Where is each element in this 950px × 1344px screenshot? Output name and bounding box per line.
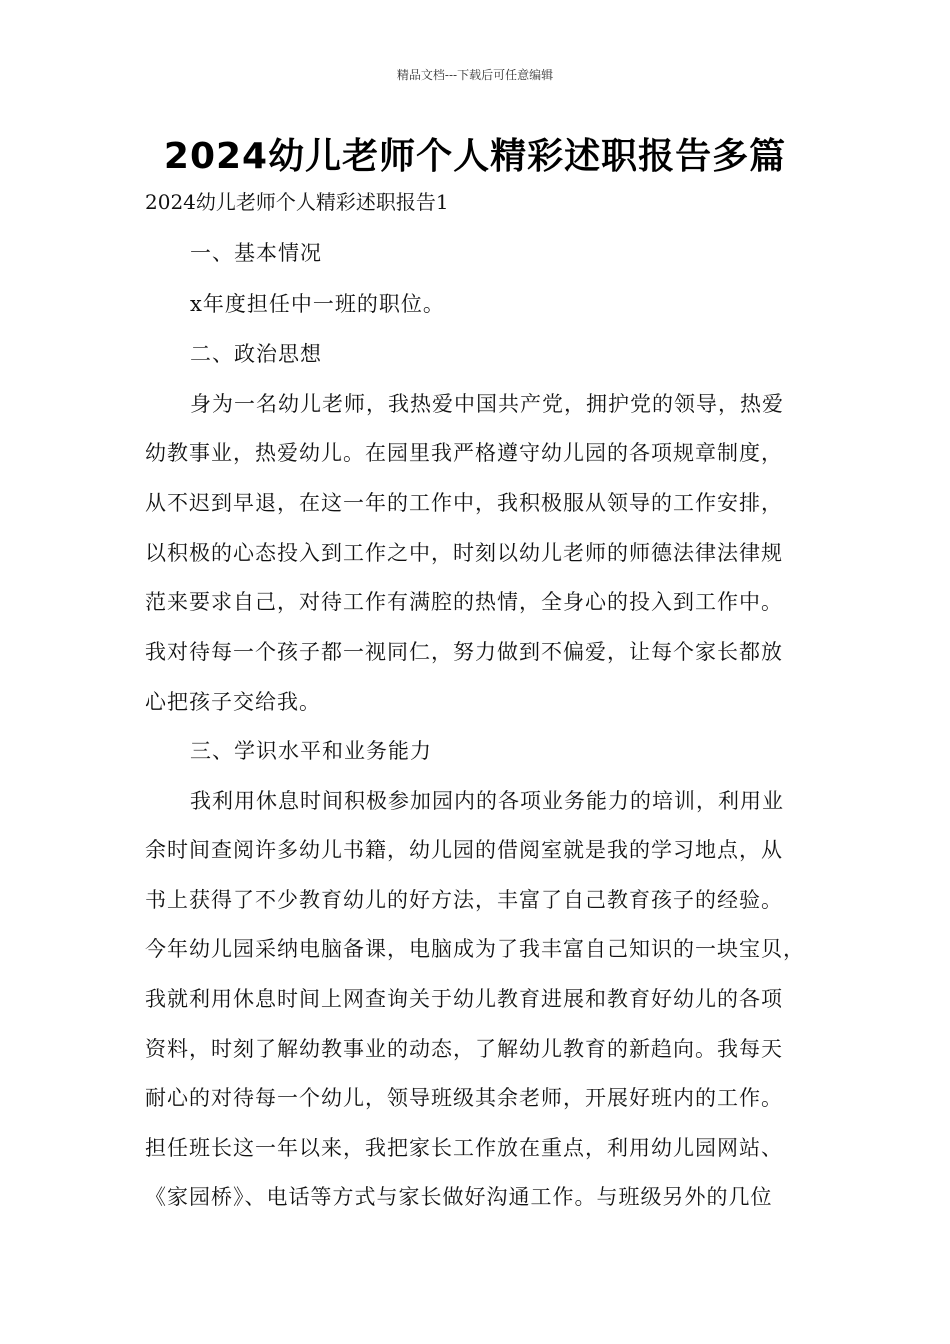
section-heading-basic: 一、基本情况 bbox=[190, 241, 322, 265]
report-subtitle: 2024幼儿老师个人精彩述职报告1 bbox=[145, 190, 449, 214]
header-note: 精品文档---下载后可任意编辑 bbox=[396, 68, 554, 82]
paragraph-line: 耐心的对待每一个幼儿，领导班级其余老师，开展好班内的工作。 bbox=[145, 1086, 783, 1110]
paragraph-line: 身为一名幼儿老师，我热爱中国共产党，拥护党的领导，热爱 bbox=[190, 392, 784, 416]
section-heading-knowledge: 三、学识水平和业务能力 bbox=[190, 739, 432, 763]
paragraph-line: x年度担任中一班的职位。 bbox=[190, 292, 445, 316]
paragraph-line: 我对待每一个孩子都一视同仁，努力做到不偏爱，让每个家长都放 bbox=[145, 640, 783, 664]
section-heading-politics: 二、政治思想 bbox=[190, 342, 322, 366]
paragraph-line: 我就利用休息时间上网查询关于幼儿教育进展和教育好幼儿的各项 bbox=[145, 987, 783, 1011]
paragraph-line: 《家园桥》、电话等方式与家长做好沟通工作。与班级另外的几位 bbox=[145, 1185, 773, 1209]
paragraph-line: 担任班长这一年以来，我把家长工作放在重点，利用幼儿园网站、 bbox=[145, 1136, 783, 1160]
paragraph-line: 余时间查阅许多幼儿书籍，幼儿园的借阅室就是我的学习地点，从 bbox=[145, 838, 783, 862]
paragraph-line: 从不迟到早退，在这一年的工作中，我积极服从领导的工作安排， bbox=[145, 491, 783, 515]
paragraph-line: 心把孩子交给我。 bbox=[145, 690, 321, 714]
paragraph-line: 范来要求自己，对待工作有满腔的热情，全身心的投入到工作中。 bbox=[145, 590, 783, 614]
paragraph-line: 资料，时刻了解幼教事业的动态，了解幼儿教育的新趋向。我每天 bbox=[145, 1037, 783, 1061]
paragraph-line: 幼教事业，热爱幼儿。在园里我严格遵守幼儿园的各项规章制度， bbox=[145, 441, 783, 465]
paragraph-line: 书上获得了不少教育幼儿的好方法，丰富了自己教育孩子的经验。 bbox=[145, 888, 783, 912]
paragraph-line: 以积极的心态投入到工作之中，时刻以幼儿老师的师德法律法律规 bbox=[145, 541, 783, 565]
document-title: 2024幼儿老师个人精彩述职报告多篇 bbox=[163, 136, 787, 177]
paragraph-line: 我利用休息时间积极参加园内的各项业务能力的培训，利用业 bbox=[190, 789, 784, 813]
paragraph-line: 今年幼儿园采纳电脑备课，电脑成为了我丰富自己知识的一块宝贝， bbox=[145, 937, 805, 961]
